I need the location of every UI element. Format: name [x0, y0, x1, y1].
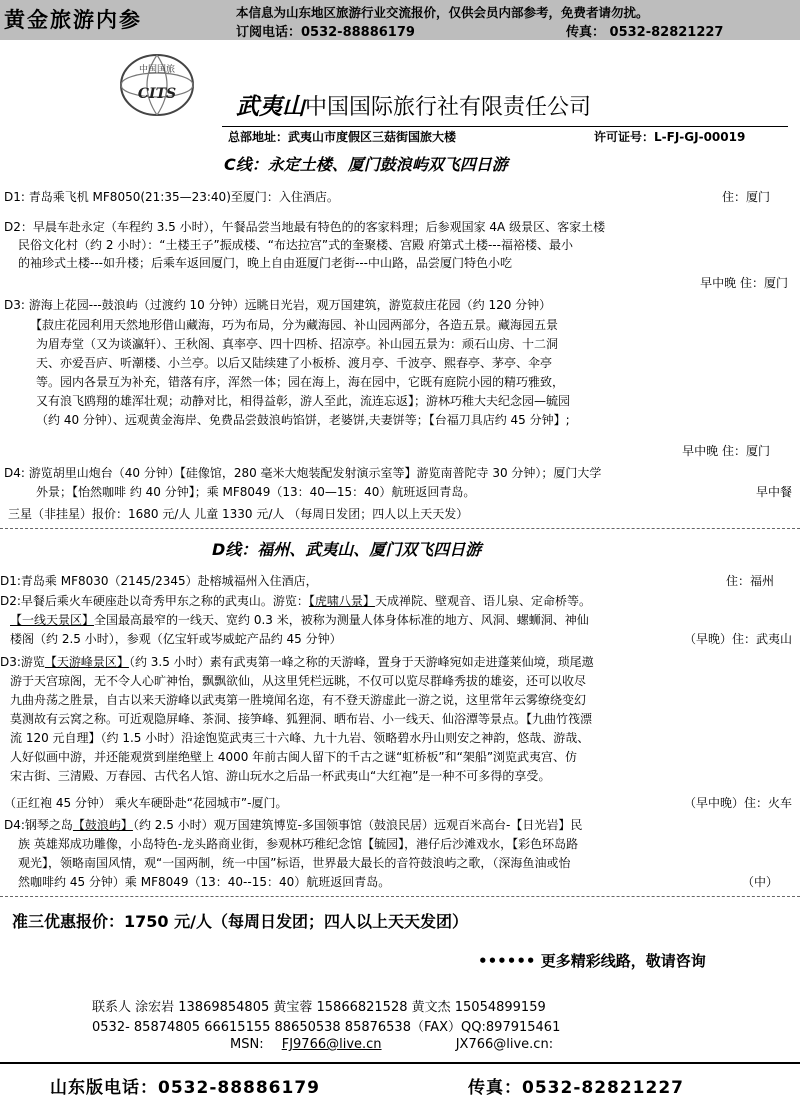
route-d-d2-line: 【一线天景区】全国最高最窄的一线天、宽约 0.3 米，被称为测量人体身体标准的地方、风洞、螺蛳洞、神仙: [10, 613, 589, 627]
route-d-d1: D1:青岛乘 MF8030（2145/2345）赴榕城福州入住酒店，: [0, 574, 318, 588]
route-d-d3-line: 游于天宫琼阁，无不令人心旷神怡，飘飘欲仙，从这里凭栏远眺，不仅可以览尽群峰秀拔的雄姿，还可以收尽: [10, 674, 587, 688]
msn-label: MSN:: [230, 1037, 264, 1052]
route-d-d3-line: 九曲舟荡之胜景，自古以来天游峰以武夷第一胜境闻名迩，有不登天游虚此一游之说，这里常年云雾缭绕变幻: [10, 693, 587, 707]
msn-link-1[interactable]: FJ9766@live.cn: [281, 1037, 382, 1052]
route-d-title: D线：福州、武夷山、厦门双飞四日游: [212, 540, 482, 559]
header-notice: 本信息为山东地区旅游行业交流报价，仅供会员内部参考，免费者请勿扰。: [236, 5, 649, 20]
company-name: [236, 88, 591, 121]
footer: [0, 1066, 800, 1100]
route-c-line: （约 40 分钟）、远观黄金海岸、免费品尝鼓浪屿馅饼，老婆饼,夫妻饼等；【台福刀具店约 45 分钟】;: [36, 413, 570, 427]
route-c-d1-stay: 住：厦门: [721, 190, 770, 204]
route-d-d4-line: 族 英雄郑成功雕像，小岛特色-龙头路商业街，参观林巧稚纪念馆【毓园】，港仔后沙滩戏水，【彩色环岛路: [18, 837, 579, 851]
route-c-line: 民俗文化村（约 2 小时）：“土楼王子”振成楼、“布达拉宫”式的奎聚楼、宫殿 府第式土楼---福裕楼、最小: [18, 238, 573, 252]
route-c-d4-meal: 早中餐: [755, 485, 792, 499]
route-d-d2-meal: （早晚）住：武夷山: [683, 632, 792, 646]
route-c-line: D4: 游览胡里山炮台（40 分钟）【硅像馆，280 毫米大炮装配发射演示室等】游览南普陀寺 30 分钟）；厦门大学: [4, 466, 602, 480]
brand-title: 黄金旅游内参: [4, 8, 142, 32]
route-d-d3-line: 流 120 元自理】（约 1.5 小时）沿途饱览武夷三十六峰、九十九岩、领略碧水丹山则安之神韵，悠哉、游哉、: [10, 731, 590, 745]
contact-line-2: 0532- 85874805 66615155 88650538 85876538（FAX）QQ:897915461: [92, 1020, 561, 1035]
link-gulangyu[interactable]: 【鼓浪屿】: [72, 818, 133, 832]
route-d-d3-line: 莫测故有云窝之称。可近观隐屏峰、茶洞、接笋峰、狐狸洞、晒布岩、小一线天、仙浴潭等景点。【九曲竹筏漂: [10, 712, 593, 726]
footer-divider: [0, 1062, 800, 1064]
price-total: 准三优惠报价：1750 元/人（每周日发团；四人以上天天发团）: [12, 912, 468, 931]
route-d-d3-line: （正红袍 45 分钟） 乘火车硬卧赴“花园城市”-厦门。: [4, 796, 288, 810]
route-c-line: 的袖珍式土楼---如升楼；后乘车返回厦门，晚上自由逛厦门老街---中山路，品尝厦门特色小吃: [18, 256, 512, 270]
msn-line: [230, 1037, 553, 1052]
route-c-line: D2：早晨车赴永定（车程约 3.5 小时），午餐品尝当地最有特色的的客家料理；后参观国家 4A 级景区、客家土楼: [4, 220, 606, 234]
route-d-d4-line: 观光】，领略南国风情，观“一国两制，统一中国”标语，世界最大最长的音符鼓浪屿之歌，（深海鱼油或怡: [18, 856, 571, 870]
more-routes: •••••• 更多精彩线路，敬请咨询: [478, 952, 706, 970]
cits-logo: [112, 50, 202, 120]
license-number: 许可证号：L-FJ-GJ-00019: [594, 130, 746, 144]
route-c-line: 等。园内各景互为补充，错落有序，浑然一体；园在海上，海在园中，它既有庭院小园的精巧雅致，: [36, 375, 565, 389]
company-name-rest: 中国国际旅行社有限责任公司: [305, 95, 592, 120]
route-d-d3-meal: （早中晚）住：火车: [683, 796, 792, 810]
route-c-d2-meal: 早中晚 住：厦门: [700, 276, 788, 290]
msn-link-2[interactable]: JX766@live.cn:: [455, 1037, 554, 1052]
route-d-d2-line: 楼阁（约 2.5 小时），参观（亿宝轩或岑威蛇产品约 45 分钟）: [10, 632, 342, 646]
route-c-line: 天、亦爱吾庐、听潮楼、小兰亭。以后又陆续建了小板桥、渡月亭、千波亭、熙春亭、茅亭、伞亭: [36, 356, 553, 370]
link-yixiantian-scenic[interactable]: 【一线天景区】: [10, 613, 95, 627]
contact-line-1: 联系人 涂宏岩 13869854805 黄宝蓉 15866821528 黄文杰 15054899159: [92, 1000, 546, 1015]
logo-top-text: 中国国旅: [138, 65, 176, 75]
route-c-line: D1: 青岛乘飞机 MF8050(21:35—23:40)至厦门：入住酒店。: [4, 190, 339, 204]
hq-address: 总部地址：武夷山市度假区三菇街国旅大楼: [228, 130, 457, 144]
route-d-d3-line: 宋古街、三清殿、万春园、古代名人馆、游山玩水之后品一杯武夷山“大红袍”是一种不可多得的享受。: [10, 769, 551, 783]
footer-fax: 传真：0532-82821227: [468, 1078, 684, 1098]
route-d-d4-meal: （中）: [741, 875, 778, 889]
header-fax: 传真： 0532-82821227: [566, 25, 724, 40]
route-c-line: 外景；【怡然咖啡 约 40 分钟】；乘 MF8049（13：40—15：40）航班返回青岛。: [36, 485, 476, 499]
route-d-d3-line: D3:游览【天游峰景区】（约 3.5 小时）素有武夷第一峰之称的天游峰，置身于天游峰宛如走进蓬莱仙境，琐尾遨: [0, 655, 594, 669]
section-divider: [0, 528, 800, 529]
logo-initials: CITS: [137, 86, 177, 102]
route-d-d2-line: D2:早餐后乘火车硬座赴以奇秀甲东之称的武夷山。游览：【虎啸八景】天成禅院、壁观音、语儿泉、定命桥等。: [0, 594, 591, 608]
company-name-bold: 武夷山: [236, 94, 305, 120]
route-d-d1-stay: 住：福州: [725, 574, 774, 588]
header-bar: [0, 0, 800, 40]
link-tianyoufeng-scenic[interactable]: 【天游峰景区】: [44, 655, 129, 669]
route-c-d3-meal: 早中晚 住：厦门: [682, 444, 770, 458]
route-c-line: 又有浪飞鸥翔的雄浑壮观；动静对比，相得益彰，游人至此，流连忘返】；游林巧稚大夫纪念园—毓园: [36, 394, 571, 408]
subscribe-phone: 订阅电话：0532-88886179: [236, 25, 415, 40]
footer-phone: 山东版电话：0532-88886179: [50, 1078, 320, 1098]
link-huxiao-scenic[interactable]: 【虎啸八景】: [308, 594, 375, 608]
route-d-d4-line: D4:钢琴之岛【鼓浪屿】（约 2.5 小时）观万国建筑博览-多国领事馆（鼓浪民居）远观百米高台-【日光岩】民: [4, 818, 583, 832]
divider: [222, 126, 788, 127]
route-d-d4-line: 然咖啡约 45 分钟）乘 MF8049（13：40--15：40）航班返回青岛。: [18, 875, 391, 889]
route-c-price: 三星（非挂星）报价：1680 元/人 儿童 1330 元/人 （每周日发团；四人以上天天发）: [8, 507, 469, 521]
route-c-line: 【菽庄花园利用天然地形借山藏海，巧为布局，分为藏海园、补山园两部分，各造五景。藏海园五景: [30, 318, 559, 332]
route-c-line: D3: 游海上花园---鼓浪屿（过渡约 10 分钟）远眺日光岩，观万国建筑，游览菽庄花园（约 120 分钟）: [4, 298, 552, 312]
section-divider: [0, 896, 800, 897]
route-c-line: 为眉寿堂（又为谈瀛轩）、王秋阁、真率亭、四十四桥、招凉亭。补山园五景为：顽石山房、十二洞: [36, 337, 559, 351]
route-d-d3-line: 人好似画中游，并还能观赏到崖绝壁上 4000 年前古闽人留下的千古之谜“虹桥板”和“架船”浏览武夷宫、仿: [10, 750, 578, 764]
route-c-title: C线：永定土楼、厦门鼓浪屿双飞四日游: [224, 155, 508, 174]
